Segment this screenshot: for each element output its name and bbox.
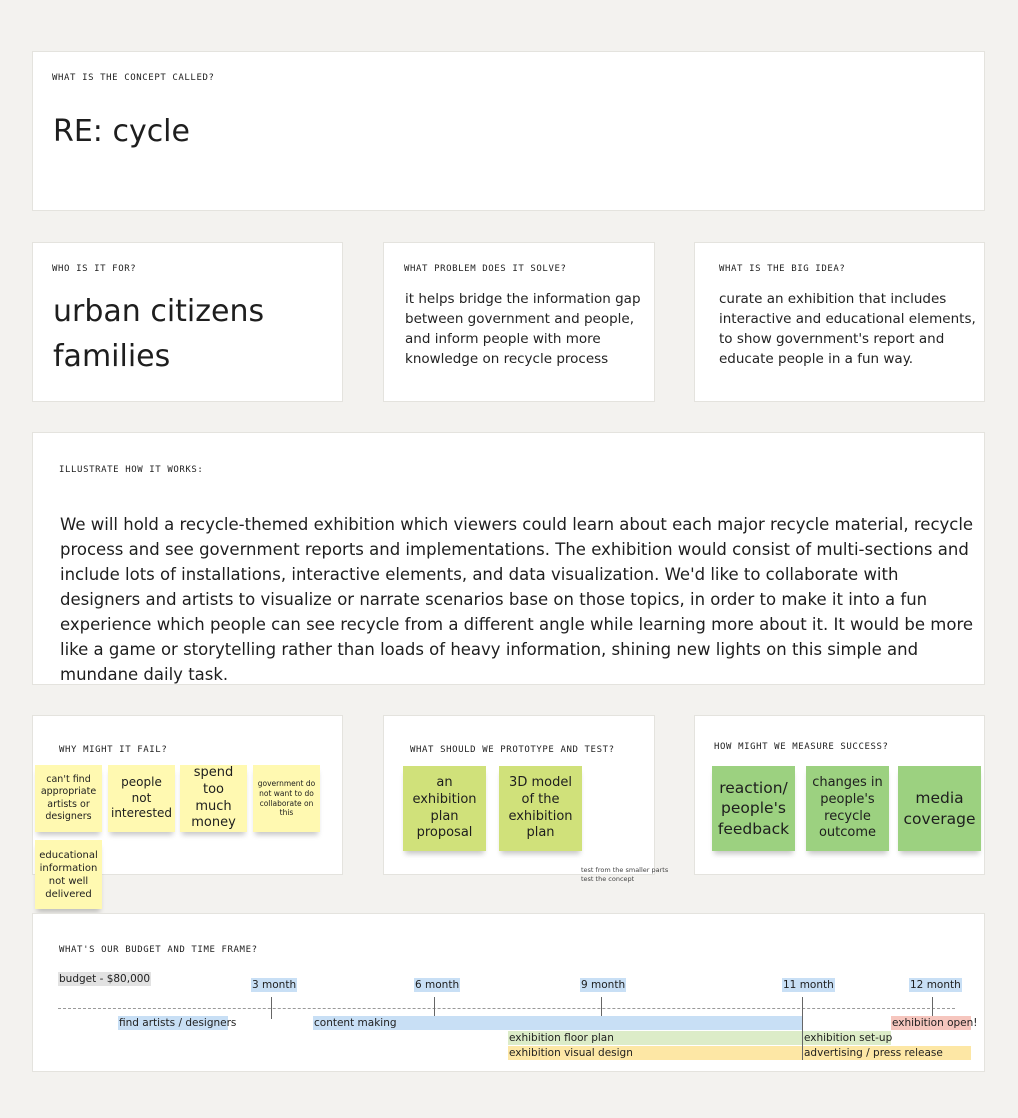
prototype-label: WHAT SHOULD WE PROTOTYPE AND TEST? <box>410 745 615 755</box>
task-floor-plan[interactable]: exhibition floor plan <box>508 1031 802 1045</box>
illustrate-text[interactable]: We will hold a recycle-themed exhibition which viewers could learn about each major recycle material, recycle process and see government reports and implementations. The exhibition would consist of multi-sections and include lots of installations, interactive elements, and data visualization. We'd like to collaborate with designers and artists to visualize or narrate scenarios base on those topics, in order to make it into a fun experience which people can see recycle from a different angle while learning more about it. It would be more like a game or storytelling rather than loads of heavy information, shining new lights on this simple and mundane daily task. <box>60 515 974 684</box>
task-find-artists[interactable]: find artists / designers <box>119 1017 237 1029</box>
task-advertising[interactable]: advertising / press release <box>803 1046 971 1060</box>
timeline-axis <box>58 1008 955 1009</box>
sticky-prototype-proposal[interactable]: an exhibition plan proposal <box>403 766 486 851</box>
sticky-success-outcome[interactable]: changes in people's recycle outcome <box>806 766 889 851</box>
tick-3-month <box>271 997 272 1019</box>
who-line-1[interactable]: urban citizens <box>53 294 265 329</box>
sticky-prototype-model[interactable]: 3D model of the exhibition plan <box>499 766 582 851</box>
budget-label: WHAT'S OUR BUDGET AND TIME FRAME? <box>59 945 258 955</box>
prototype-comment-2[interactable]: test the concept <box>581 875 635 883</box>
sticky-fail-money[interactable]: spend too much money <box>180 765 247 832</box>
concept-label: WHAT IS THE CONCEPT CALLED? <box>52 73 215 83</box>
success-label: HOW MIGHT WE MEASURE SUCCESS? <box>714 742 889 752</box>
illustrate-label: ILLUSTRATE HOW IT WORKS: <box>59 465 204 475</box>
task-set-up[interactable]: exhibition set-up <box>804 1032 893 1044</box>
task-content-making[interactable]: content making <box>313 1016 802 1030</box>
problem-card <box>383 242 655 402</box>
milestone-11-month[interactable]: 11 month <box>783 979 834 991</box>
concept-title[interactable]: RE: cycle <box>53 114 190 149</box>
milestone-3-month[interactable]: 3 month <box>252 979 297 991</box>
sticky-fail-education[interactable]: educational information not well delivered <box>35 840 102 909</box>
problem-label: WHAT PROBLEM DOES IT SOLVE? <box>404 264 567 274</box>
who-label: WHO IS IT FOR? <box>52 264 137 274</box>
illustrate-card <box>32 432 985 685</box>
sticky-success-feedback[interactable]: reaction/ people's feedback <box>712 766 795 851</box>
fail-label: WHY MIGHT IT FAIL? <box>59 745 168 755</box>
idea-card <box>694 242 985 402</box>
sticky-fail-interest[interactable]: people not interested <box>108 765 175 832</box>
idea-label: WHAT IS THE BIG IDEA? <box>719 264 846 274</box>
concept-card <box>32 51 985 211</box>
milestone-6-month[interactable]: 6 month <box>415 979 460 991</box>
milestone-12-month[interactable]: 12 month <box>910 979 961 991</box>
sticky-fail-government[interactable]: government do not want to do collaborate on this <box>253 765 320 832</box>
idea-text[interactable]: curate an exhibition that includes interactive and educational elements, to show government's report and educate people in a fun way. <box>719 291 976 367</box>
sticky-success-media[interactable]: media coverage <box>898 766 981 851</box>
who-line-2[interactable]: families <box>53 339 171 374</box>
task-visual-design[interactable]: exhibition visual design <box>508 1046 802 1060</box>
milestone-9-month[interactable]: 9 month <box>581 979 626 991</box>
sticky-fail-artists[interactable]: can't find appropriate artists or designers <box>35 765 102 832</box>
budget-amount[interactable]: budget - $80,000 <box>59 973 151 985</box>
who-card <box>32 242 343 402</box>
problem-text[interactable]: it helps bridge the information gap between government and people, and inform people with more knowledge on recycle process <box>405 291 641 367</box>
prototype-comment-1[interactable]: test from the smaller parts <box>581 866 669 874</box>
task-exhibition-open[interactable]: exhibition open! <box>892 1017 978 1029</box>
